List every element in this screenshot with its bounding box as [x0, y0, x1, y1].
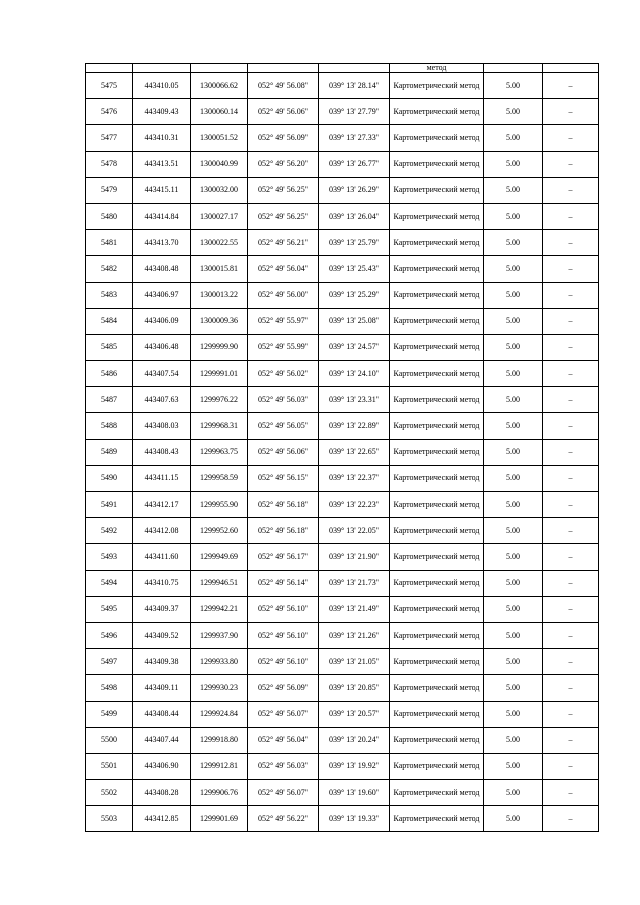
latitude-cell: 052° 49' 55.99" — [248, 334, 319, 360]
method-cell: Картометрический метод — [390, 230, 484, 256]
longitude-cell: 039° 13' 28.14" — [319, 73, 390, 99]
table-row — [86, 570, 599, 596]
point-number-cell: 5493 — [86, 544, 133, 570]
method-cell: Картометрический метод — [390, 753, 484, 779]
table-row — [86, 806, 599, 832]
table-row — [86, 701, 599, 727]
method-cell: Картометрический метод — [390, 334, 484, 360]
y-coordinate-cell: 1300066.62 — [191, 73, 248, 99]
x-coordinate-cell: 443409.43 — [133, 99, 191, 125]
method-continuation-cell: метод — [390, 64, 484, 73]
longitude-cell: 039° 13' 20.85" — [319, 675, 390, 701]
x-coordinate-cell: 443406.09 — [133, 308, 191, 334]
latitude-cell: 052° 49' 56.04" — [248, 727, 319, 753]
method-cell: Картометрический метод — [390, 151, 484, 177]
longitude-cell: 039° 13' 26.29" — [319, 177, 390, 203]
longitude-cell: 039° 13' 25.43" — [319, 256, 390, 282]
x-coordinate-cell: 443407.44 — [133, 727, 191, 753]
method-cell: Картометрический метод — [390, 649, 484, 675]
point-number-cell: 5503 — [86, 806, 133, 832]
y-coordinate-cell: 1300040.99 — [191, 151, 248, 177]
accuracy-cell: 5.00 — [484, 177, 543, 203]
y-coordinate-cell: 1299946.51 — [191, 570, 248, 596]
table-row — [86, 151, 599, 177]
method-cell: Картометрический метод — [390, 361, 484, 387]
accuracy-cell: 5.00 — [484, 151, 543, 177]
longitude-cell: 039° 13' 27.79" — [319, 99, 390, 125]
table-row — [86, 622, 599, 648]
point-number-cell: 5496 — [86, 622, 133, 648]
longitude-cell: 039° 13' 25.08" — [319, 308, 390, 334]
latitude-cell: 052° 49' 56.09" — [248, 675, 319, 701]
note-cell: – — [543, 806, 599, 832]
longitude-cell: 039° 13' 24.57" — [319, 334, 390, 360]
table-row — [86, 675, 599, 701]
accuracy-cell: 5.00 — [484, 622, 543, 648]
latitude-cell: 052° 49' 56.03" — [248, 387, 319, 413]
method-cell: Картометрический метод — [390, 596, 484, 622]
point-number-cell: 5492 — [86, 518, 133, 544]
longitude-cell: 039° 13' 22.23" — [319, 492, 390, 518]
latitude-cell: 052° 49' 56.10" — [248, 649, 319, 675]
y-coordinate-cell: 1299942.21 — [191, 596, 248, 622]
table-row — [86, 413, 599, 439]
accuracy-cell: 5.00 — [484, 596, 543, 622]
latitude-cell: 052° 49' 56.21" — [248, 230, 319, 256]
y-coordinate-cell: 1300027.17 — [191, 203, 248, 229]
table-row — [86, 518, 599, 544]
y-coordinate-cell: 1299949.69 — [191, 544, 248, 570]
x-coordinate-cell: 443410.75 — [133, 570, 191, 596]
method-cell: Картометрический метод — [390, 701, 484, 727]
note-cell: – — [543, 727, 599, 753]
latitude-cell: 052° 49' 56.18" — [248, 492, 319, 518]
latitude-cell: 052° 49' 56.15" — [248, 465, 319, 491]
note-cell: – — [543, 622, 599, 648]
latitude-cell: 052° 49' 56.20" — [248, 151, 319, 177]
point-number-cell: 5487 — [86, 387, 133, 413]
table-row — [86, 596, 599, 622]
latitude-cell: 052° 49' 56.17" — [248, 544, 319, 570]
x-coordinate-cell: 443412.85 — [133, 806, 191, 832]
table-row — [86, 544, 599, 570]
table-row — [86, 308, 599, 334]
longitude-cell: 039° 13' 23.31" — [319, 387, 390, 413]
note-cell: – — [543, 125, 599, 151]
x-coordinate-cell: 443408.44 — [133, 701, 191, 727]
point-number-cell: 5488 — [86, 413, 133, 439]
table-row — [86, 439, 599, 465]
y-coordinate-cell: 1300051.52 — [191, 125, 248, 151]
table-cell — [319, 64, 390, 73]
x-coordinate-cell: 443410.05 — [133, 73, 191, 99]
table-row — [86, 753, 599, 779]
method-cell: Картометрический метод — [390, 99, 484, 125]
method-cell: Картометрический метод — [390, 125, 484, 151]
accuracy-cell: 5.00 — [484, 99, 543, 125]
accuracy-cell: 5.00 — [484, 439, 543, 465]
note-cell: – — [543, 439, 599, 465]
longitude-cell: 039° 13' 22.65" — [319, 439, 390, 465]
note-cell: – — [543, 492, 599, 518]
note-cell: – — [543, 570, 599, 596]
note-cell: – — [543, 518, 599, 544]
table-cell — [191, 64, 248, 73]
longitude-cell: 039° 13' 21.73" — [319, 570, 390, 596]
longitude-cell: 039° 13' 19.33" — [319, 806, 390, 832]
x-coordinate-cell: 443409.38 — [133, 649, 191, 675]
point-number-cell: 5480 — [86, 203, 133, 229]
latitude-cell: 052° 49' 56.08" — [248, 73, 319, 99]
point-number-cell: 5476 — [86, 99, 133, 125]
latitude-cell: 052° 49' 55.97" — [248, 308, 319, 334]
method-cell: Картометрический метод — [390, 727, 484, 753]
accuracy-cell: 5.00 — [484, 518, 543, 544]
method-cell: Картометрический метод — [390, 806, 484, 832]
method-cell: Картометрический метод — [390, 780, 484, 806]
x-coordinate-cell: 443409.37 — [133, 596, 191, 622]
accuracy-cell: 5.00 — [484, 308, 543, 334]
longitude-cell: 039° 13' 22.05" — [319, 518, 390, 544]
point-number-cell: 5495 — [86, 596, 133, 622]
method-cell: Картометрический метод — [390, 256, 484, 282]
x-coordinate-cell: 443411.15 — [133, 465, 191, 491]
method-cell: Картометрический метод — [390, 73, 484, 99]
table-row — [86, 282, 599, 308]
x-coordinate-cell: 443408.43 — [133, 439, 191, 465]
table-row — [86, 465, 599, 491]
x-coordinate-cell: 443414.84 — [133, 203, 191, 229]
point-number-cell: 5483 — [86, 282, 133, 308]
table-cell — [484, 64, 543, 73]
table-row — [86, 387, 599, 413]
x-coordinate-cell: 443413.51 — [133, 151, 191, 177]
longitude-cell: 039° 13' 25.79" — [319, 230, 390, 256]
note-cell: – — [543, 465, 599, 491]
note-cell: – — [543, 177, 599, 203]
y-coordinate-cell: 1299901.69 — [191, 806, 248, 832]
longitude-cell: 039° 13' 19.60" — [319, 780, 390, 806]
note-cell: – — [543, 753, 599, 779]
latitude-cell: 052° 49' 56.00" — [248, 282, 319, 308]
point-number-cell: 5502 — [86, 780, 133, 806]
note-cell: – — [543, 256, 599, 282]
y-coordinate-cell: 1299930.23 — [191, 675, 248, 701]
x-coordinate-cell: 443406.90 — [133, 753, 191, 779]
method-cell: Картометрический метод — [390, 570, 484, 596]
point-number-cell: 5500 — [86, 727, 133, 753]
accuracy-cell: 5.00 — [484, 465, 543, 491]
note-cell: – — [543, 780, 599, 806]
note-cell: – — [543, 334, 599, 360]
method-cell: Картометрический метод — [390, 622, 484, 648]
point-number-cell: 5479 — [86, 177, 133, 203]
longitude-cell: 039° 13' 22.37" — [319, 465, 390, 491]
table-row — [86, 727, 599, 753]
accuracy-cell: 5.00 — [484, 570, 543, 596]
x-coordinate-cell: 443408.03 — [133, 413, 191, 439]
point-number-cell: 5490 — [86, 465, 133, 491]
accuracy-cell: 5.00 — [484, 780, 543, 806]
point-number-cell: 5491 — [86, 492, 133, 518]
latitude-cell: 052° 49' 56.02" — [248, 361, 319, 387]
accuracy-cell: 5.00 — [484, 334, 543, 360]
note-cell: – — [543, 99, 599, 125]
latitude-cell: 052° 49' 56.04" — [248, 256, 319, 282]
note-cell: – — [543, 675, 599, 701]
x-coordinate-cell: 443409.52 — [133, 622, 191, 648]
continuation-row — [86, 64, 599, 73]
y-coordinate-cell: 1300060.14 — [191, 99, 248, 125]
method-cell: Картометрический метод — [390, 439, 484, 465]
note-cell: – — [543, 596, 599, 622]
y-coordinate-cell: 1299958.59 — [191, 465, 248, 491]
note-cell: – — [543, 544, 599, 570]
accuracy-cell: 5.00 — [484, 230, 543, 256]
method-cell: Картометрический метод — [390, 675, 484, 701]
latitude-cell: 052° 49' 56.14" — [248, 570, 319, 596]
x-coordinate-cell: 443415.11 — [133, 177, 191, 203]
method-cell: Картометрический метод — [390, 177, 484, 203]
accuracy-cell: 5.00 — [484, 203, 543, 229]
table-row — [86, 230, 599, 256]
table-row — [86, 492, 599, 518]
method-cell: Картометрический метод — [390, 518, 484, 544]
point-number-cell: 5494 — [86, 570, 133, 596]
latitude-cell: 052° 49' 56.09" — [248, 125, 319, 151]
table-row — [86, 177, 599, 203]
accuracy-cell: 5.00 — [484, 649, 543, 675]
latitude-cell: 052° 49' 56.25" — [248, 203, 319, 229]
y-coordinate-cell: 1299952.60 — [191, 518, 248, 544]
point-number-cell: 5484 — [86, 308, 133, 334]
accuracy-cell: 5.00 — [484, 701, 543, 727]
accuracy-cell: 5.00 — [484, 256, 543, 282]
y-coordinate-cell: 1300015.81 — [191, 256, 248, 282]
latitude-cell: 052° 49' 56.03" — [248, 753, 319, 779]
note-cell: – — [543, 413, 599, 439]
y-coordinate-cell: 1300032.00 — [191, 177, 248, 203]
point-number-cell: 5485 — [86, 334, 133, 360]
x-coordinate-cell: 443408.48 — [133, 256, 191, 282]
latitude-cell: 052° 49' 56.05" — [248, 413, 319, 439]
accuracy-cell: 5.00 — [484, 361, 543, 387]
note-cell: – — [543, 361, 599, 387]
note-cell: – — [543, 282, 599, 308]
accuracy-cell: 5.00 — [484, 387, 543, 413]
y-coordinate-cell: 1299918.80 — [191, 727, 248, 753]
method-cell: Картометрический метод — [390, 413, 484, 439]
latitude-cell: 052° 49' 56.07" — [248, 780, 319, 806]
accuracy-cell: 5.00 — [484, 753, 543, 779]
method-cell: Картометрический метод — [390, 203, 484, 229]
accuracy-cell: 5.00 — [484, 675, 543, 701]
longitude-cell: 039° 13' 21.05" — [319, 649, 390, 675]
x-coordinate-cell: 443408.28 — [133, 780, 191, 806]
longitude-cell: 039° 13' 26.04" — [319, 203, 390, 229]
longitude-cell: 039° 13' 25.29" — [319, 282, 390, 308]
point-number-cell: 5497 — [86, 649, 133, 675]
accuracy-cell: 5.00 — [484, 282, 543, 308]
longitude-cell: 039° 13' 21.26" — [319, 622, 390, 648]
note-cell: – — [543, 387, 599, 413]
y-coordinate-cell: 1299906.76 — [191, 780, 248, 806]
y-coordinate-cell: 1299924.84 — [191, 701, 248, 727]
table-body — [86, 64, 599, 832]
table-row — [86, 73, 599, 99]
table-row — [86, 256, 599, 282]
method-cell: Картометрический метод — [390, 492, 484, 518]
accuracy-cell: 5.00 — [484, 727, 543, 753]
method-cell: Картометрический метод — [390, 544, 484, 570]
accuracy-cell: 5.00 — [484, 544, 543, 570]
y-coordinate-cell: 1299976.22 — [191, 387, 248, 413]
y-coordinate-cell: 1299933.80 — [191, 649, 248, 675]
longitude-cell: 039° 13' 21.90" — [319, 544, 390, 570]
note-cell: – — [543, 230, 599, 256]
note-cell: – — [543, 701, 599, 727]
point-number-cell: 5486 — [86, 361, 133, 387]
point-number-cell: 5501 — [86, 753, 133, 779]
accuracy-cell: 5.00 — [484, 125, 543, 151]
y-coordinate-cell: 1299963.75 — [191, 439, 248, 465]
y-coordinate-cell: 1300013.22 — [191, 282, 248, 308]
latitude-cell: 052° 49' 56.06" — [248, 99, 319, 125]
x-coordinate-cell: 443413.70 — [133, 230, 191, 256]
longitude-cell: 039° 13' 27.33" — [319, 125, 390, 151]
x-coordinate-cell: 443407.54 — [133, 361, 191, 387]
latitude-cell: 052° 49' 56.18" — [248, 518, 319, 544]
table-row — [86, 99, 599, 125]
method-cell: Картометрический метод — [390, 282, 484, 308]
note-cell: – — [543, 308, 599, 334]
point-number-cell: 5475 — [86, 73, 133, 99]
x-coordinate-cell: 443406.48 — [133, 334, 191, 360]
table-row — [86, 780, 599, 806]
longitude-cell: 039° 13' 21.49" — [319, 596, 390, 622]
table-row — [86, 203, 599, 229]
x-coordinate-cell: 443412.08 — [133, 518, 191, 544]
latitude-cell: 052° 49' 56.07" — [248, 701, 319, 727]
table-row — [86, 125, 599, 151]
latitude-cell: 052° 49' 56.25" — [248, 177, 319, 203]
table-row — [86, 649, 599, 675]
y-coordinate-cell: 1300022.55 — [191, 230, 248, 256]
point-number-cell: 5499 — [86, 701, 133, 727]
note-cell: – — [543, 649, 599, 675]
y-coordinate-cell: 1299999.90 — [191, 334, 248, 360]
point-number-cell: 5478 — [86, 151, 133, 177]
latitude-cell: 052° 49' 56.10" — [248, 596, 319, 622]
accuracy-cell: 5.00 — [484, 73, 543, 99]
longitude-cell: 039° 13' 20.24" — [319, 727, 390, 753]
accuracy-cell: 5.00 — [484, 413, 543, 439]
point-number-cell: 5481 — [86, 230, 133, 256]
note-cell: – — [543, 151, 599, 177]
x-coordinate-cell: 443410.31 — [133, 125, 191, 151]
y-coordinate-cell: 1299937.90 — [191, 622, 248, 648]
x-coordinate-cell: 443412.17 — [133, 492, 191, 518]
x-coordinate-cell: 443411.60 — [133, 544, 191, 570]
table-cell — [133, 64, 191, 73]
table-cell — [248, 64, 319, 73]
y-coordinate-cell: 1299991.01 — [191, 361, 248, 387]
y-coordinate-cell: 1299955.90 — [191, 492, 248, 518]
longitude-cell: 039° 13' 22.89" — [319, 413, 390, 439]
latitude-cell: 052° 49' 56.22" — [248, 806, 319, 832]
method-cell: Картометрический метод — [390, 465, 484, 491]
y-coordinate-cell: 1299912.81 — [191, 753, 248, 779]
latitude-cell: 052° 49' 56.06" — [248, 439, 319, 465]
method-cell: Картометрический метод — [390, 308, 484, 334]
x-coordinate-cell: 443406.97 — [133, 282, 191, 308]
accuracy-cell: 5.00 — [484, 492, 543, 518]
table-cell — [543, 64, 599, 73]
latitude-cell: 052° 49' 56.10" — [248, 622, 319, 648]
accuracy-cell: 5.00 — [484, 806, 543, 832]
point-number-cell: 5482 — [86, 256, 133, 282]
longitude-cell: 039° 13' 26.77" — [319, 151, 390, 177]
longitude-cell: 039° 13' 24.10" — [319, 361, 390, 387]
table-cell — [86, 64, 133, 73]
point-number-cell: 5498 — [86, 675, 133, 701]
longitude-cell: 039° 13' 20.57" — [319, 701, 390, 727]
table-row — [86, 334, 599, 360]
method-cell: Картометрический метод — [390, 387, 484, 413]
note-cell: – — [543, 73, 599, 99]
y-coordinate-cell: 1299968.31 — [191, 413, 248, 439]
note-cell: – — [543, 203, 599, 229]
x-coordinate-cell: 443409.11 — [133, 675, 191, 701]
x-coordinate-cell: 443407.63 — [133, 387, 191, 413]
table-row — [86, 361, 599, 387]
point-number-cell: 5489 — [86, 439, 133, 465]
point-number-cell: 5477 — [86, 125, 133, 151]
longitude-cell: 039° 13' 19.92" — [319, 753, 390, 779]
coordinates-table — [85, 63, 599, 832]
y-coordinate-cell: 1300009.36 — [191, 308, 248, 334]
